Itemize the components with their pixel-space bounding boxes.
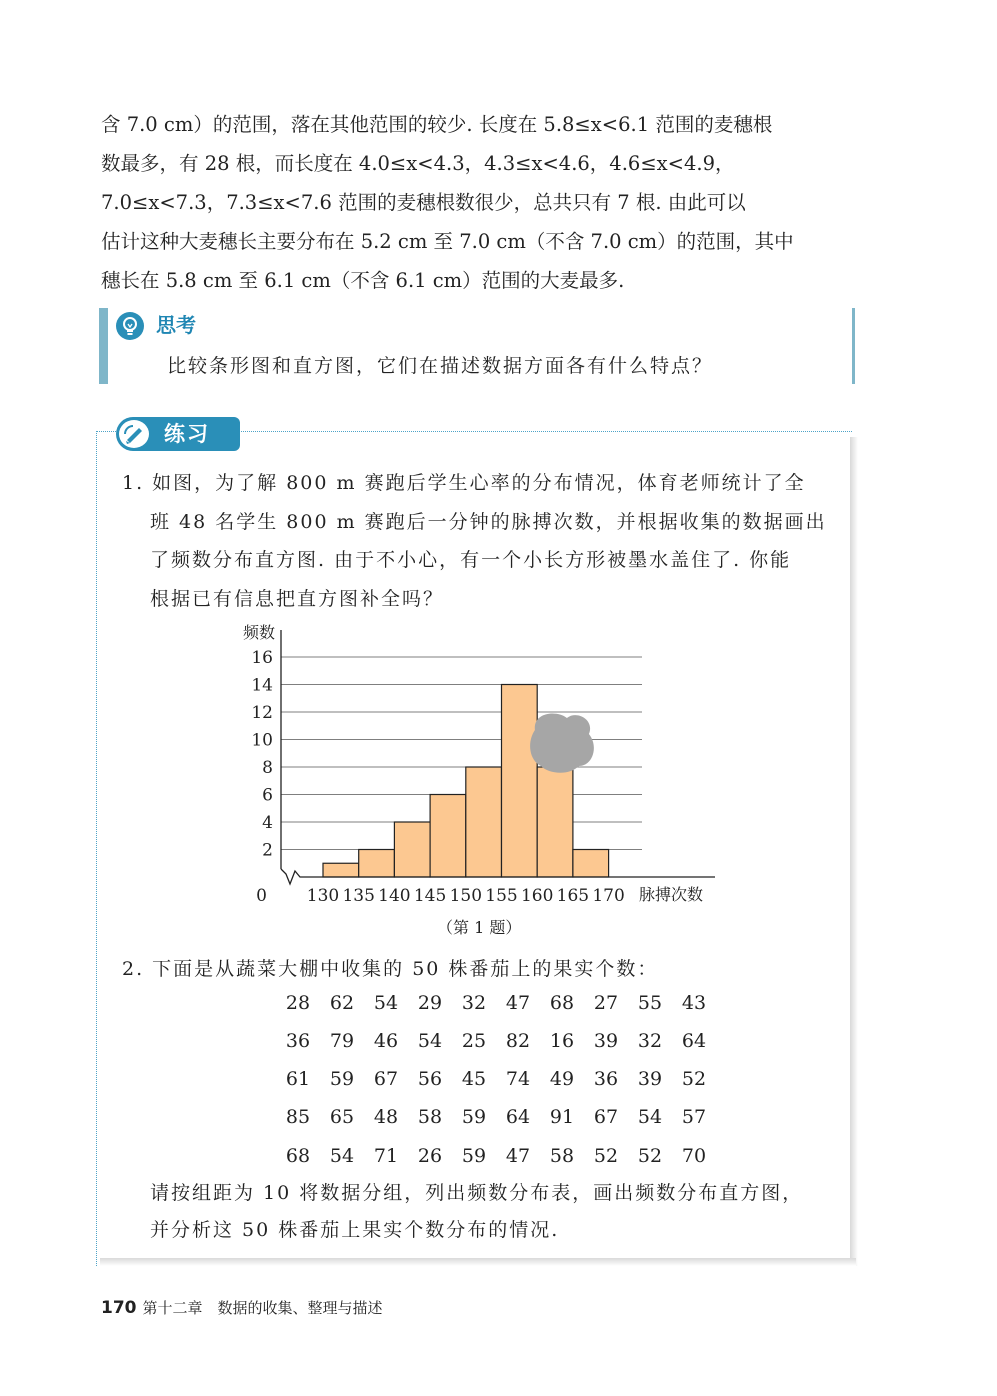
table-cell: 85 xyxy=(285,1106,311,1128)
figure-caption: （第 1 题） xyxy=(437,918,522,937)
table-cell: 70 xyxy=(681,1145,707,1167)
table-cell: 64 xyxy=(681,1030,707,1052)
y-tick-label: 6 xyxy=(262,785,273,806)
table-cell: 52 xyxy=(637,1145,663,1167)
ink-blot xyxy=(530,714,594,773)
y-tick-label: 16 xyxy=(251,648,273,668)
table-cell: 68 xyxy=(285,1145,311,1167)
histogram-bar xyxy=(502,685,538,878)
table-cell: 47 xyxy=(505,992,531,1014)
table-cell: 39 xyxy=(637,1068,663,1090)
table-cell: 29 xyxy=(417,992,443,1014)
table-cell: 43 xyxy=(681,992,707,1014)
x-tick-label: 150 xyxy=(449,886,483,906)
exercise1-line: 1. 如图，为了解 800 m 赛跑后学生心率的分布情况，体育老师统计了全 xyxy=(122,472,806,494)
x-tick-label: 155 xyxy=(485,886,518,906)
intro-line: 数最多，有 28 根，而长度在 4.0≤x<4.3，4.3≤x<4.6，4.6≤x<4.9， xyxy=(101,152,735,175)
intro-line: 7.0≤x<7.3，7.3≤x<7.6 范围的麦穗根数很少，总共只有 7 根. 由此可以 xyxy=(101,191,746,214)
pulse-histogram xyxy=(225,618,725,908)
exercise2-task-line: 请按组距为 10 将数据分组，列出频数分布表，画出频数分布直方图， xyxy=(150,1182,804,1204)
table-cell: 55 xyxy=(637,992,663,1014)
table-cell: 59 xyxy=(461,1106,487,1128)
table-cell: 91 xyxy=(549,1106,575,1128)
exercise2-task-line: 并分析这 50 株番茄上果实个数分布的情况. xyxy=(150,1219,560,1241)
x-axis-label: 脉搏次数 xyxy=(639,885,704,904)
y-tick-label: 8 xyxy=(262,758,273,778)
table-cell: 82 xyxy=(505,1030,531,1052)
exercise2-intro: 2. 下面是从蔬菜大棚中收集的 50 株番茄上的果实个数： xyxy=(122,958,659,980)
y-axis-label: 频数 xyxy=(242,623,275,642)
table-cell: 54 xyxy=(637,1106,663,1128)
page-number: 170 xyxy=(101,1298,137,1318)
table-cell: 36 xyxy=(593,1068,619,1090)
table-cell: 32 xyxy=(637,1030,663,1052)
think-box xyxy=(99,308,855,384)
exercise1-line: 根据已有信息把直方图补全吗？ xyxy=(150,588,445,610)
histogram-bar xyxy=(430,795,466,878)
table-cell: 67 xyxy=(593,1106,619,1128)
table-cell: 68 xyxy=(549,992,575,1014)
table-cell: 57 xyxy=(681,1106,707,1128)
table-cell: 61 xyxy=(285,1068,311,1090)
histogram-bar xyxy=(466,767,502,877)
histogram-bar xyxy=(537,767,573,877)
table-cell: 46 xyxy=(373,1030,399,1052)
x-tick-label: 145 xyxy=(413,886,447,906)
table-cell: 65 xyxy=(329,1106,355,1128)
table-cell: 54 xyxy=(417,1030,443,1052)
intro-line: 估计这种大麦穗长主要分布在 5.2 cm 至 7.0 cm（不含 7.0 cm）的范围，其中 xyxy=(101,230,794,253)
histogram-bar xyxy=(359,850,395,878)
x-tick-label: 130 xyxy=(306,886,340,906)
exercise1-line: 班 48 名学生 800 m 赛跑后一分钟的脉搏次数，并根据收集的数据画出 xyxy=(150,511,827,533)
think-right-bar xyxy=(852,308,855,384)
x-tick-label: 170 xyxy=(592,886,625,906)
practice-title: 练习 xyxy=(164,422,210,446)
table-cell: 27 xyxy=(593,992,619,1014)
table-cell: 32 xyxy=(461,992,487,1014)
intro-line: 含 7.0 cm）的范围，落在其他范围的较少. 长度在 5.8≤x<6.1 范围的麦穗根 xyxy=(101,113,773,136)
table-cell: 62 xyxy=(329,992,355,1014)
table-cell: 56 xyxy=(417,1068,443,1090)
table-cell: 45 xyxy=(461,1068,487,1090)
x-tick-label: 140 xyxy=(378,886,411,906)
chapter-title: 第十二章 数据的收集、整理与描述 xyxy=(142,1299,383,1317)
table-cell: 48 xyxy=(373,1106,399,1128)
table-cell: 36 xyxy=(285,1030,311,1052)
table-cell: 64 xyxy=(505,1106,531,1128)
think-question: 比较条形图和直方图，它们在描述数据方面各有什么特点？ xyxy=(167,355,714,377)
table-cell: 58 xyxy=(549,1145,575,1167)
table-cell: 49 xyxy=(549,1068,575,1090)
table-cell: 71 xyxy=(373,1145,399,1167)
y-tick-label: 14 xyxy=(251,675,273,696)
table-cell: 67 xyxy=(373,1068,399,1090)
y-tick-label: 10 xyxy=(251,730,273,751)
origin-label: 0 xyxy=(256,886,267,906)
table-cell: 54 xyxy=(329,1145,355,1167)
table-cell: 26 xyxy=(417,1145,443,1167)
think-left-bar xyxy=(99,308,108,384)
table-cell: 59 xyxy=(461,1145,487,1167)
page-footer xyxy=(101,1296,383,1320)
table-cell: 79 xyxy=(329,1030,355,1052)
table-cell: 39 xyxy=(593,1030,619,1052)
table-cell: 52 xyxy=(593,1145,619,1167)
x-tick-label: 135 xyxy=(342,886,375,906)
practice-tag xyxy=(116,417,240,451)
lightbulb-icon xyxy=(116,312,144,340)
table-cell: 16 xyxy=(549,1030,575,1052)
y-tick-label: 4 xyxy=(262,813,273,833)
histogram-bar xyxy=(394,822,430,877)
table-cell: 52 xyxy=(681,1068,707,1090)
table-cell: 28 xyxy=(285,992,311,1014)
y-tick-label: 2 xyxy=(262,840,273,861)
y-tick-label: 12 xyxy=(251,703,273,723)
table-cell: 59 xyxy=(329,1068,355,1090)
histogram-bar xyxy=(323,863,359,877)
exercise1-line: 了频数分布直方图. 由于不小心，有一个小长方形被墨水盖住了. 你能 xyxy=(150,549,792,571)
pencil-icon xyxy=(119,420,149,448)
intro-line: 穗长在 5.8 cm 至 6.1 cm（不含 6.1 cm）范围的大麦最多. xyxy=(101,269,625,292)
think-title: 思考 xyxy=(156,313,196,337)
x-tick-label: 160 xyxy=(520,886,554,906)
x-tick-label: 165 xyxy=(556,886,590,906)
table-cell: 74 xyxy=(505,1068,531,1090)
table-cell: 25 xyxy=(461,1030,487,1052)
table-cell: 47 xyxy=(505,1145,531,1167)
table-cell: 54 xyxy=(373,992,399,1014)
histogram-bar xyxy=(573,850,609,878)
table-cell: 58 xyxy=(417,1106,443,1128)
